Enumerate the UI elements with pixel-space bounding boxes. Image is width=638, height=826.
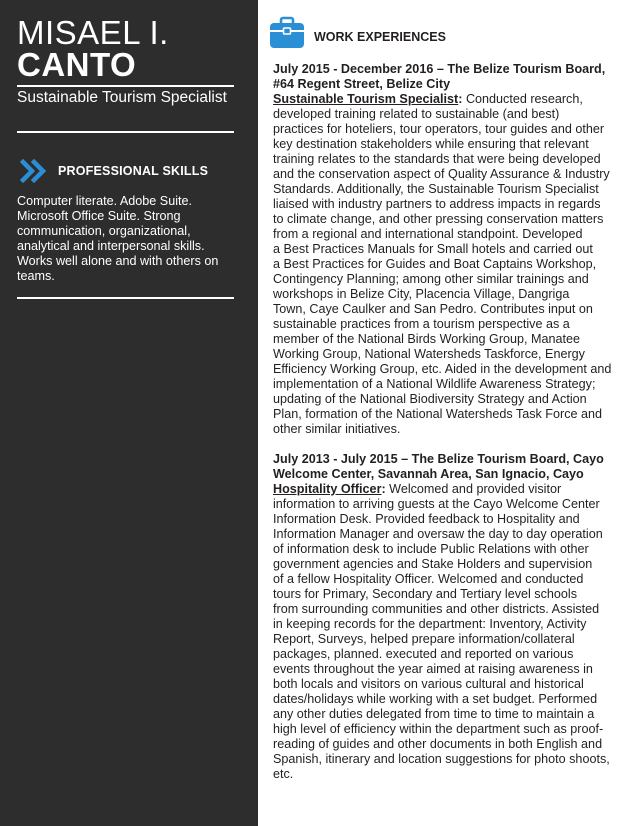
job-description: developed training related to sustainable (and best) practices for hoteliers, tour operators, tour guides and other key destination stakeholders while ensuring that relevant training relates to the standards that were being developed and the conservation aspect of Quality Assurance & Industry Standards. Additionally, the Sustainable Tourism Specialist liaised with industry partners to address impacts in regards to climate change, and other pressing conservation matters from a regional and international standpoint. Developed a Best Practices Manuals for Small hotels and carried out a Best Practices for Guides and Boat Captains Workshop, Contingency Planning; among other similar trainings and workshops in Belize City, Placencia Village, Dangriga Town, Caye Caulker and San Pedro. Contributes input on sustainable practices from a tourism perspective as a member of the National Birds Working Group, Manatee Working Group, National Watersheds Taskforce, Energy Efficiency Working Group, etc. Aided in the development and implementation of a National Wildlife Awareness Strategy; updating of the National Biodiversity Strategy and Action Plan, formation of the National Watersheds Task Force and other similar initiatives. <box>273 107 612 436</box>
job-role: Hospitality Officer <box>273 482 382 496</box>
name-first: MISAEL I. <box>17 14 169 51</box>
role-separator: : <box>381 482 390 496</box>
section-title: WORK EXPERIENCES <box>314 30 446 44</box>
divider <box>17 85 234 87</box>
role-separator: : <box>458 92 466 106</box>
name-last: CANTO <box>17 46 137 83</box>
sidebar <box>0 0 258 826</box>
divider <box>17 297 234 299</box>
double-chevron-right-icon <box>20 159 48 183</box>
job-heading: July 2013 - July 2015 – The Belize Tourism Board, Cayo Welcome Center, Savannah Area, San Ignacio, Cayo <box>273 452 604 481</box>
job-first-line <box>273 92 628 107</box>
job-description: information to arriving guests at the Cayo Welcome Center Information Desk. Provided feedback to Hospitality and Information Manager and oversaw the day to day operation of information desk to include Public Relations with other government agencies and Stake Holders and supervision of a fellow Hospitality Officer. Welcomed and conducted tours for Primary, Secondary and Tertiary level schools from surrounding communities and other districts. Assisted in keeping records for the department: Inventory, Activity Report, Surveys, helped prepare information/collateral packages, planned. executed and reported on various events throughout the year aimed at raising awareness in both locals and visitors on various cultural and historical dates/holidays while working with a set budget. Performed any other duties delegated from time to time to maintain a high level of efficiency within the department such as proof- reading of guides and other documents in both English and Spanish, itinerary and location suggestions for photo shoots, etc. <box>273 497 610 781</box>
briefcase-icon <box>269 16 305 50</box>
job-role: Sustainable Tourism Specialist <box>273 92 459 106</box>
job-first-line <box>273 482 628 497</box>
job-entry <box>273 62 628 437</box>
section-title: PROFESSIONAL SKILLS <box>58 164 209 178</box>
job-heading: July 2015 - December 2016 – The Belize Tourism Board, #64 Regent Street, Belize City <box>273 62 606 91</box>
job-description-start: Welcomed and provided visitor <box>389 482 562 496</box>
work-header <box>269 16 446 50</box>
job-description-start: Conducted research, <box>465 92 583 106</box>
job-entry <box>273 452 628 782</box>
job-title: Sustainable Tourism Specialist <box>17 89 227 106</box>
skills-text: Computer literate. Adobe Suite. Microsoft Office Suite. Strong communication, organizational, analytical and interpersonal skills. Works well alone and with others on teams. <box>17 194 219 283</box>
divider <box>17 131 234 133</box>
skills-header <box>20 158 208 184</box>
